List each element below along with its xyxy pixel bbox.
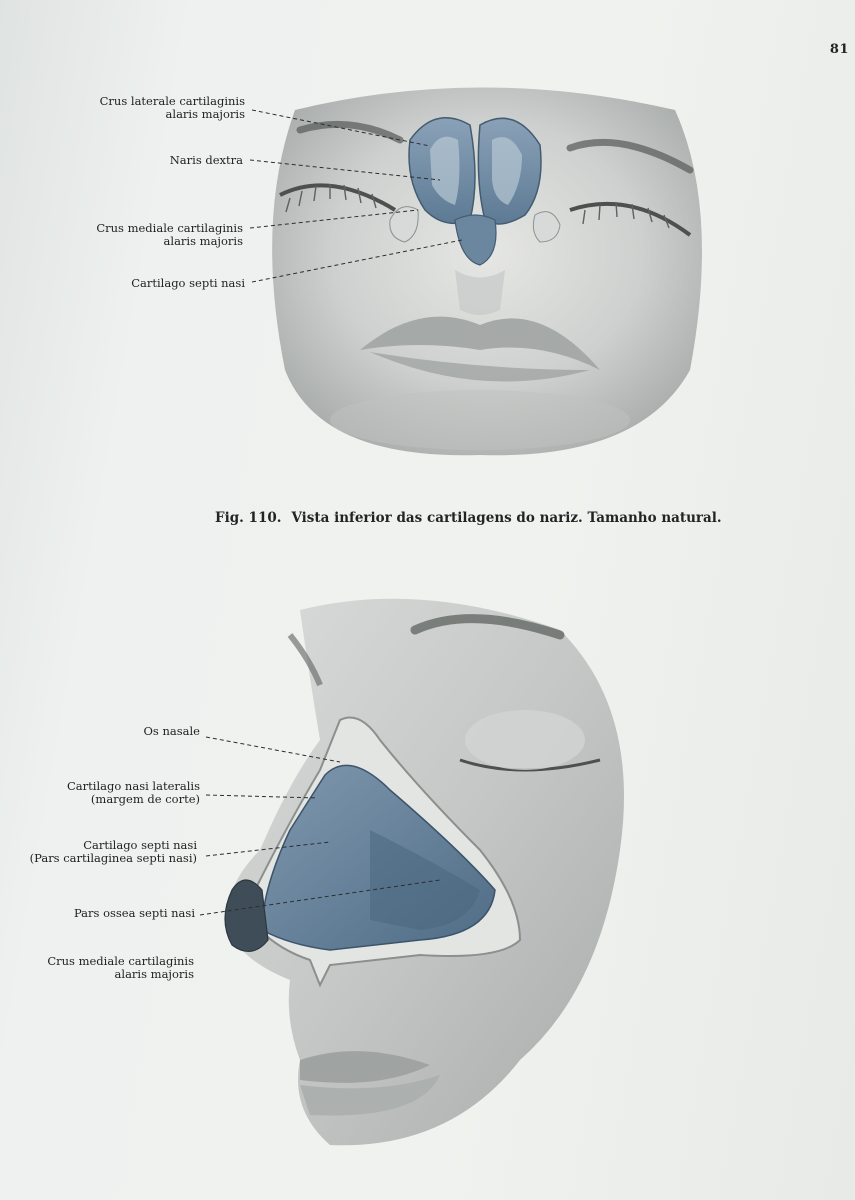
label-pars-ossea-text: Pars ossea septi nasi bbox=[73, 906, 195, 920]
label-os-nasale bbox=[144, 725, 201, 738]
label-os-nasale-text: Os nasale bbox=[143, 724, 200, 738]
label-cartilago-septi bbox=[131, 277, 245, 290]
figure-110-caption bbox=[215, 510, 815, 526]
label-cartilago-septi-line2: (Pars cartilaginea septi nasi) bbox=[29, 851, 197, 865]
label-naris-dextra-text: Naris dextra bbox=[169, 153, 243, 167]
label-crus-mediale-line1: Crus mediale cartilaginis bbox=[96, 221, 243, 235]
crus-mediale-ala bbox=[225, 880, 268, 951]
label-crus-laterale-line2: alaris majoris bbox=[165, 107, 245, 121]
label-crus-mediale-111 bbox=[47, 955, 194, 981]
label-crus-mediale-111-line2: alaris majoris bbox=[114, 967, 194, 981]
label-pars-ossea bbox=[74, 907, 195, 920]
figure-110 bbox=[0, 70, 855, 490]
figure-111 bbox=[0, 590, 855, 1170]
label-cartilago-septi-line1: Cartilago septi nasi bbox=[83, 838, 197, 852]
label-crus-laterale-line1: Crus laterale cartilaginis bbox=[99, 94, 245, 108]
label-cartilago-lateralis-line1: Cartilago nasi lateralis bbox=[67, 779, 200, 793]
label-crus-mediale-line2: alaris majoris bbox=[163, 234, 243, 248]
figure-111-illustration bbox=[0, 590, 855, 1170]
label-naris-dextra bbox=[170, 154, 243, 167]
caption-text: Vista inferior das cartilagens do nariz. Tamanho natural. bbox=[291, 510, 722, 526]
caption-number: Fig. 110. bbox=[215, 510, 282, 526]
figure-110-illustration bbox=[0, 70, 855, 490]
label-cartilago-lateralis-line2: (margem de corte) bbox=[90, 792, 200, 806]
page-number: 81 bbox=[829, 42, 849, 57]
label-crus-mediale bbox=[96, 222, 243, 248]
label-cartilago-septi-text: Cartilago septi nasi bbox=[131, 276, 245, 290]
label-cartilago-septi-111 bbox=[30, 839, 197, 865]
label-cartilago-lateralis bbox=[67, 780, 200, 806]
label-crus-mediale-111-line1: Crus mediale cartilaginis bbox=[47, 954, 194, 968]
label-crus-laterale bbox=[100, 95, 245, 121]
